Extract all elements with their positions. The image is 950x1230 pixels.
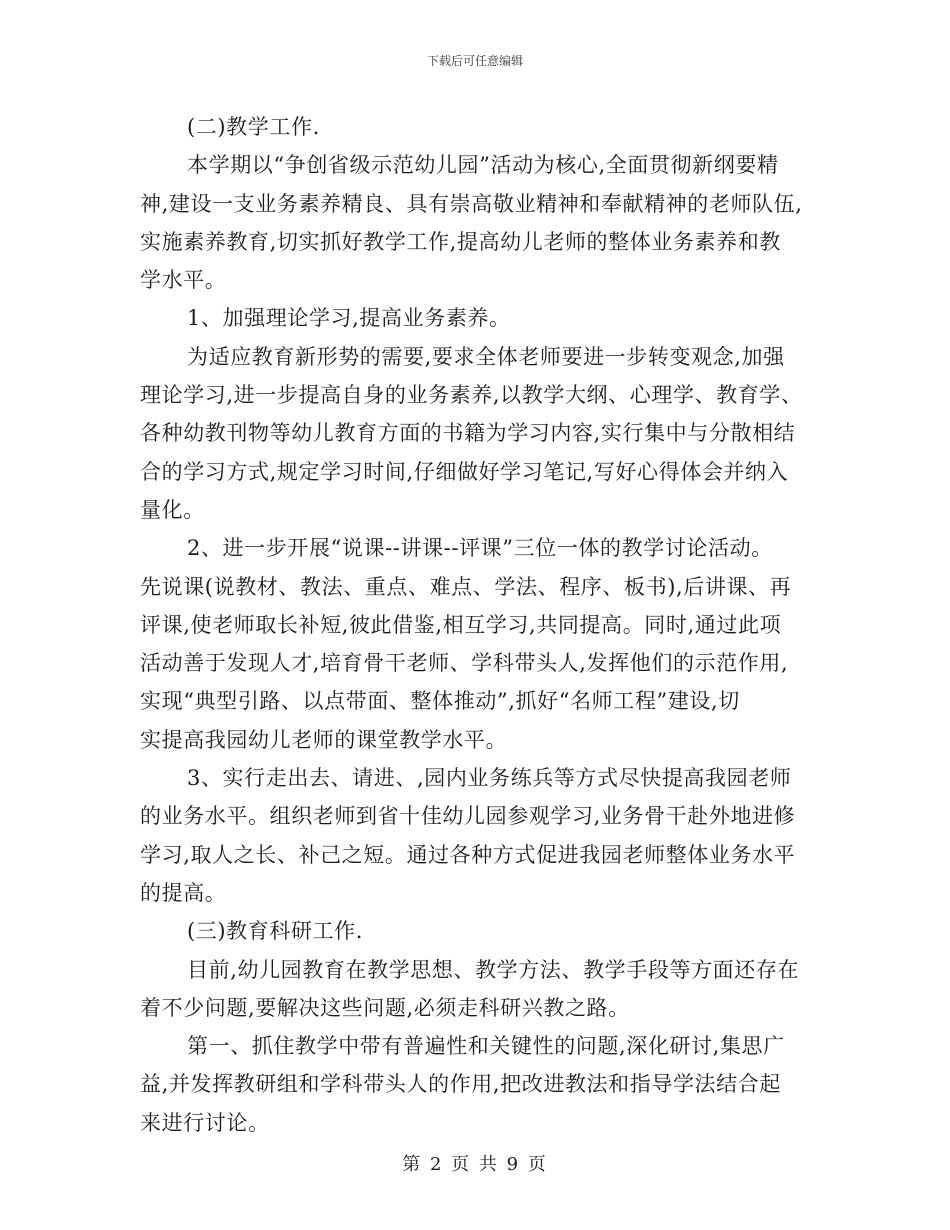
text-line: 评课,使老师取长补短,彼此借鉴,相互学习,共同提高。同时,通过此项 [140,612,782,637]
page-header: 下载后可任意编辑 [426,54,523,68]
text-line: 第一、抓住教学中带有普遍性和关键性的问题,深化研讨,集思广 [187,1034,785,1059]
text-line: 各种幼教刊物等幼儿教育方面的书籍为学习内容,实行集中与分散相结 [140,421,796,446]
text-line: 来进行讨论。 [140,1110,270,1135]
text-line: 目前,幼儿园教育在教学思想、教学方法、教学手段等方面还存在 [187,957,800,982]
text-line: 2、进一步开展“说课--讲课--评课”三位一体的教学讨论活动。 [187,536,773,561]
text-line: 实施素养教育,切实抓好教学工作,提高幼儿老师的整体业务素养和教 [140,229,781,254]
text-line: 合的学习方式,规定学习时间,仔细做好学习笔记,写好心得体会并纳入 [140,459,789,484]
text-line: 为适应教育新形势的需要,要求全体老师要进一步转变观念,加强 [187,344,785,369]
text-line: 实现“典型引路、以点带面、整体推动”,抓好“名师工程”建设,切 [140,689,740,714]
text-line: 的提高。 [140,880,227,905]
text-line: (二)教学工作. [187,115,320,139]
text-line: 益,并发挥教研组和学科带头人的作用,把改进教法和指导学法结合起 [140,1072,781,1097]
text-line: 量化。 [140,497,205,522]
text-line: 先说课(说教材、教法、重点、难点、学法、程序、板书),后讲课、再 [140,574,792,599]
text-line: 3、实行走出去、请进、,园内业务练兵等方式尽快提高我园老师 [187,766,792,791]
text-line: 神,建设一支业务素养精良、具有崇高敬业精神和奉献精神的老师队伍, [140,191,803,216]
text-line: (三)教育科研工作. [187,919,364,944]
text-line: 学习,取人之长、补己之短。通过各种方式促进我园老师整体业务水平 [140,842,796,867]
page-footer: 第 2 页 共 9 页 [402,1154,548,1175]
text-line: 学水平。 [140,268,227,293]
text-line: 的业务水平。组织老师到省十佳幼儿园参观学习,业务骨干赴外地进修 [140,804,796,829]
text-line: 着不少问题,要解决这些问题,必须走科研兴教之路。 [140,995,630,1020]
text-line: 活动善于发现人才,培育骨干老师、学科带头人,发挥他们的示范作用, [140,651,789,676]
text-line: 1、加强理论学习,提高业务素养。 [187,306,511,331]
text-line: 本学期以“争创省级示范幼儿园”活动为核心,全面贯彻新纲要精 [187,153,779,178]
document-body [140,108,820,1142]
text-line: 理论学习,进一步提高自身的业务素养,以教学大纲、心理学、教育学、 [140,383,803,408]
text-line: 实提高我园幼儿老师的课堂教学水平。 [140,727,508,752]
